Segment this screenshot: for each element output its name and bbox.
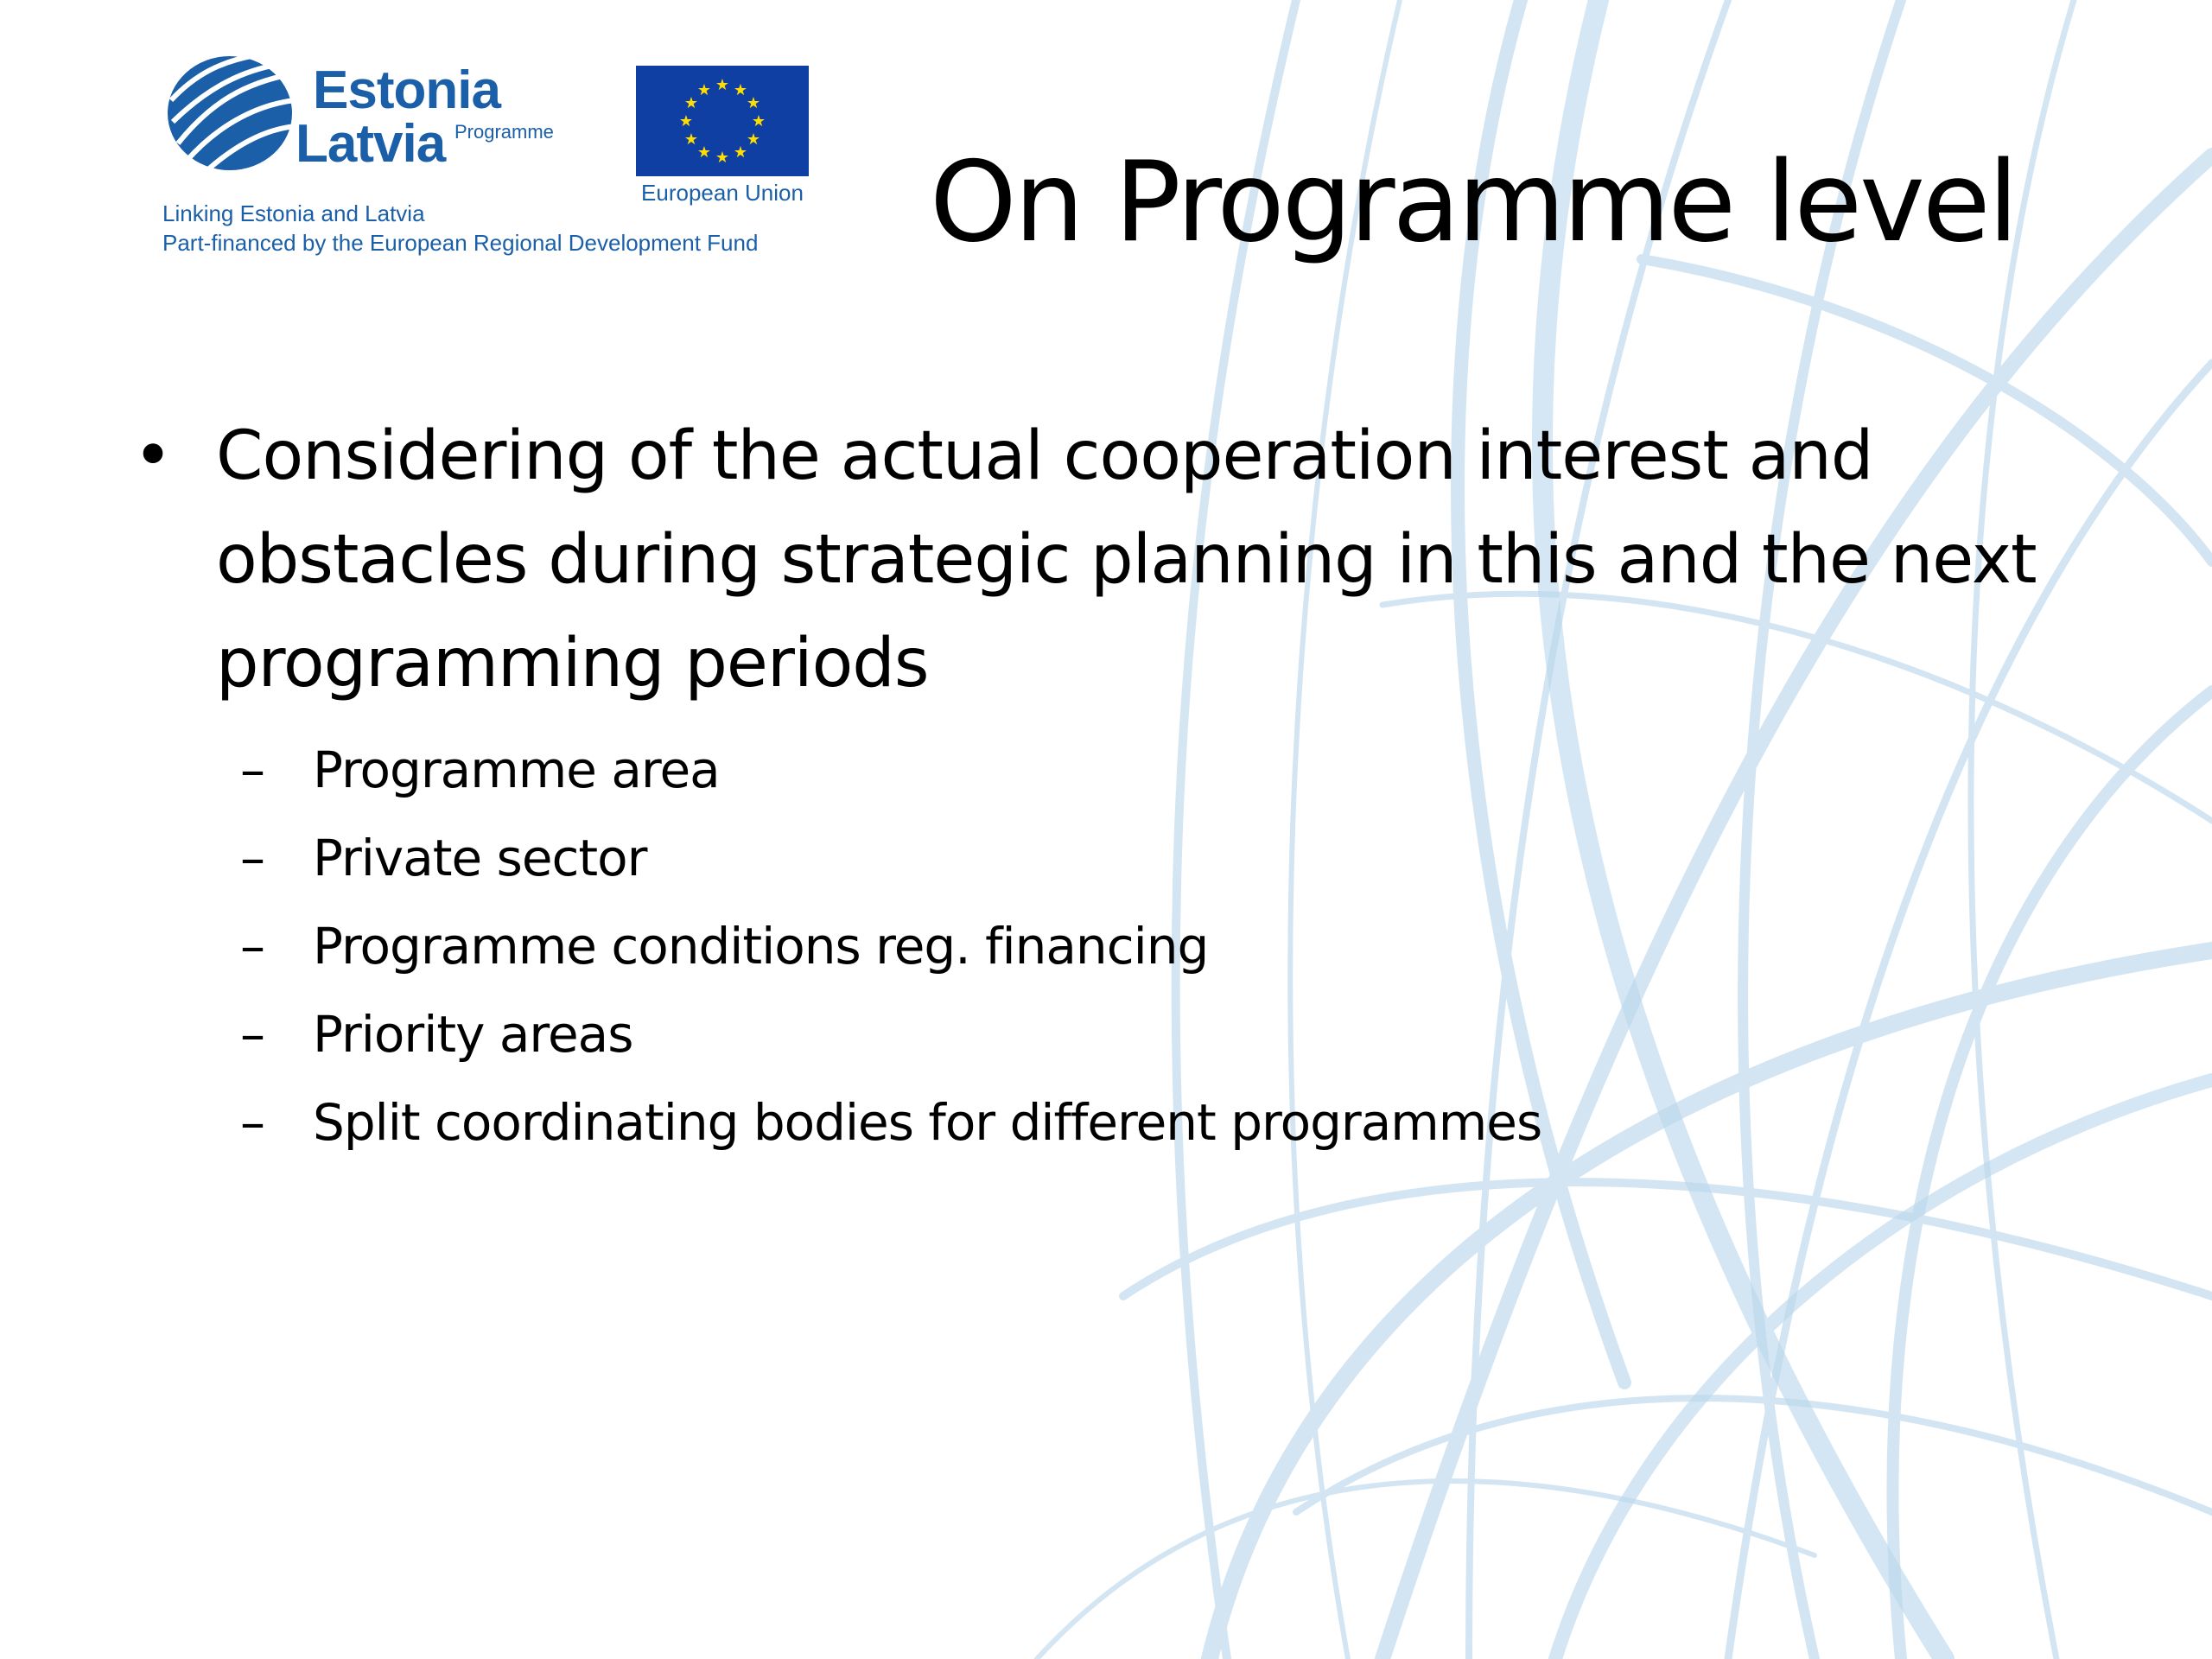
- svg-text:★: ★: [683, 94, 699, 112]
- slide-content: [130, 404, 2065, 1166]
- dash-icon: –: [240, 917, 264, 976]
- sub-bullet-text: Programme area: [313, 741, 720, 799]
- sub-bullet-item: [130, 902, 2065, 990]
- logo-tagline: Linking Estonia and Latvia: [162, 200, 425, 226]
- logo-block: [161, 45, 817, 270]
- dash-icon: –: [240, 1093, 264, 1152]
- svg-text:★: ★: [683, 130, 699, 149]
- sub-bullet-list: [130, 726, 2065, 1166]
- programme-logo: [161, 45, 593, 192]
- svg-text:★: ★: [746, 130, 761, 149]
- bullet-dot-icon: •: [133, 417, 173, 495]
- svg-text:★: ★: [746, 94, 761, 112]
- svg-text:★: ★: [733, 143, 748, 162]
- slide-title: On Programme level: [930, 138, 2017, 267]
- dash-icon: –: [240, 1005, 264, 1064]
- eu-flag-icon: [636, 66, 809, 176]
- sub-bullet-text: Split coordinating bodies for different programmes: [313, 1093, 1542, 1152]
- dash-icon: –: [240, 741, 264, 799]
- eu-label: European Union: [641, 180, 804, 206]
- sub-bullet-item: [130, 814, 2065, 902]
- sub-bullet-item: [130, 990, 2065, 1078]
- svg-text:★: ★: [715, 149, 730, 167]
- sub-bullet-text: Programme conditions reg. financing: [313, 917, 1209, 976]
- sub-bullet-item: [130, 1078, 2065, 1166]
- globe-icon: [161, 48, 299, 178]
- sub-bullet-text: Private sector: [313, 829, 647, 887]
- svg-text:★: ★: [751, 112, 766, 130]
- logo-programme-text: Programme: [454, 121, 554, 143]
- svg-text:★: ★: [696, 143, 712, 162]
- logo-latvia-text: Latvia: [296, 114, 446, 174]
- logo-funding-note: Part-financed by the European Regional Development Fund: [162, 230, 759, 256]
- sub-bullet-text: Priority areas: [313, 1005, 633, 1064]
- main-bullet-text: Considering of the actual cooperation interest and obstacles during strategic planning in this and the next programming periods: [216, 417, 2037, 702]
- main-bullet: [130, 404, 2065, 715]
- svg-text:★: ★: [678, 112, 694, 130]
- svg-text:★: ★: [733, 81, 748, 99]
- sub-bullet-item: [130, 726, 2065, 814]
- svg-text:★: ★: [696, 81, 712, 99]
- logo-estonia-text: Estonia: [313, 60, 500, 120]
- dash-icon: –: [240, 829, 264, 887]
- svg-text:★: ★: [715, 76, 730, 94]
